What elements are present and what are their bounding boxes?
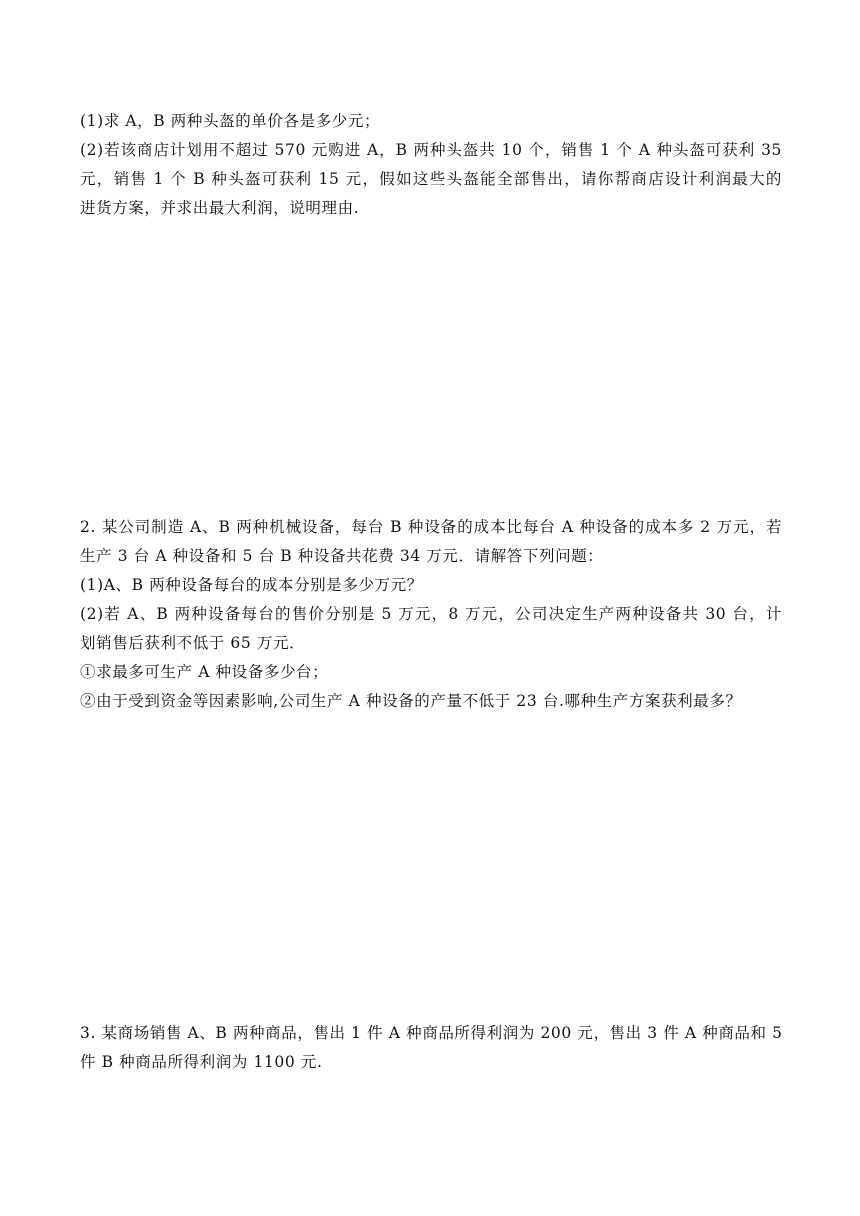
q2-part2-line2: 划销售后获利不低于 65 万元． xyxy=(80,634,306,652)
q2-part2-line1: (2)若 A、B 两种设备每台的售价分别是 5 万元，8 万元，公司决定生产两种设备共 30 台，计 xyxy=(80,605,782,623)
q1-part2-line3: 进货方案，并求出最大利润，说明理由. xyxy=(80,199,360,217)
q2-stem-line2: 生产 3 台 A 种设备和 5 台 B 种设备共花费 34 万元．请解答下列问题： xyxy=(80,547,604,565)
q3-stem-line2: 件 B 种商品所得利润为 1100 元. xyxy=(80,1053,323,1071)
q2-part1-text: (1)A、B 两种设备每台的成本分别是多少万元？ xyxy=(80,576,423,594)
q3-stem-line1: 3. 某商场销售 A、B 两种商品，售出 1 件 A 种商品所得利润为 200 元，售出 3 件 A 种商品和 5 xyxy=(80,1024,783,1042)
q1-part2-line2: 元，销售 1 个 B 种头盔可获利 15 元，假如这些头盔能全部售出，请你帮商店设计利润最大的 xyxy=(80,170,782,188)
question-3 xyxy=(80,1019,782,1077)
q2-stem-line1: 2. 某公司制造 A、B 两种机械设备，每台 B 种设备的成本比每台 A 种设备的成本多 2 万元，若 xyxy=(80,518,782,536)
q2-subpart2-text: ②由于受到资金等因素影响,公司生产 A 种设备的产量不低于 23 台.哪种生产方案获利最多？ xyxy=(80,692,742,710)
q2-subpart1-text: ①求最多可生产 A 种设备多少台； xyxy=(80,663,329,681)
q1-part1-text: (1)求 A，B 两种头盔的单价各是多少元； xyxy=(80,112,381,130)
question-2 xyxy=(80,513,782,716)
question-1-continued xyxy=(80,107,782,223)
q1-part2-line1: (2)若该商店计划用不超过 570 元购进 A，B 两种头盔共 10 个，销售 1 个 A 种头盔可获利 35 xyxy=(80,141,782,159)
